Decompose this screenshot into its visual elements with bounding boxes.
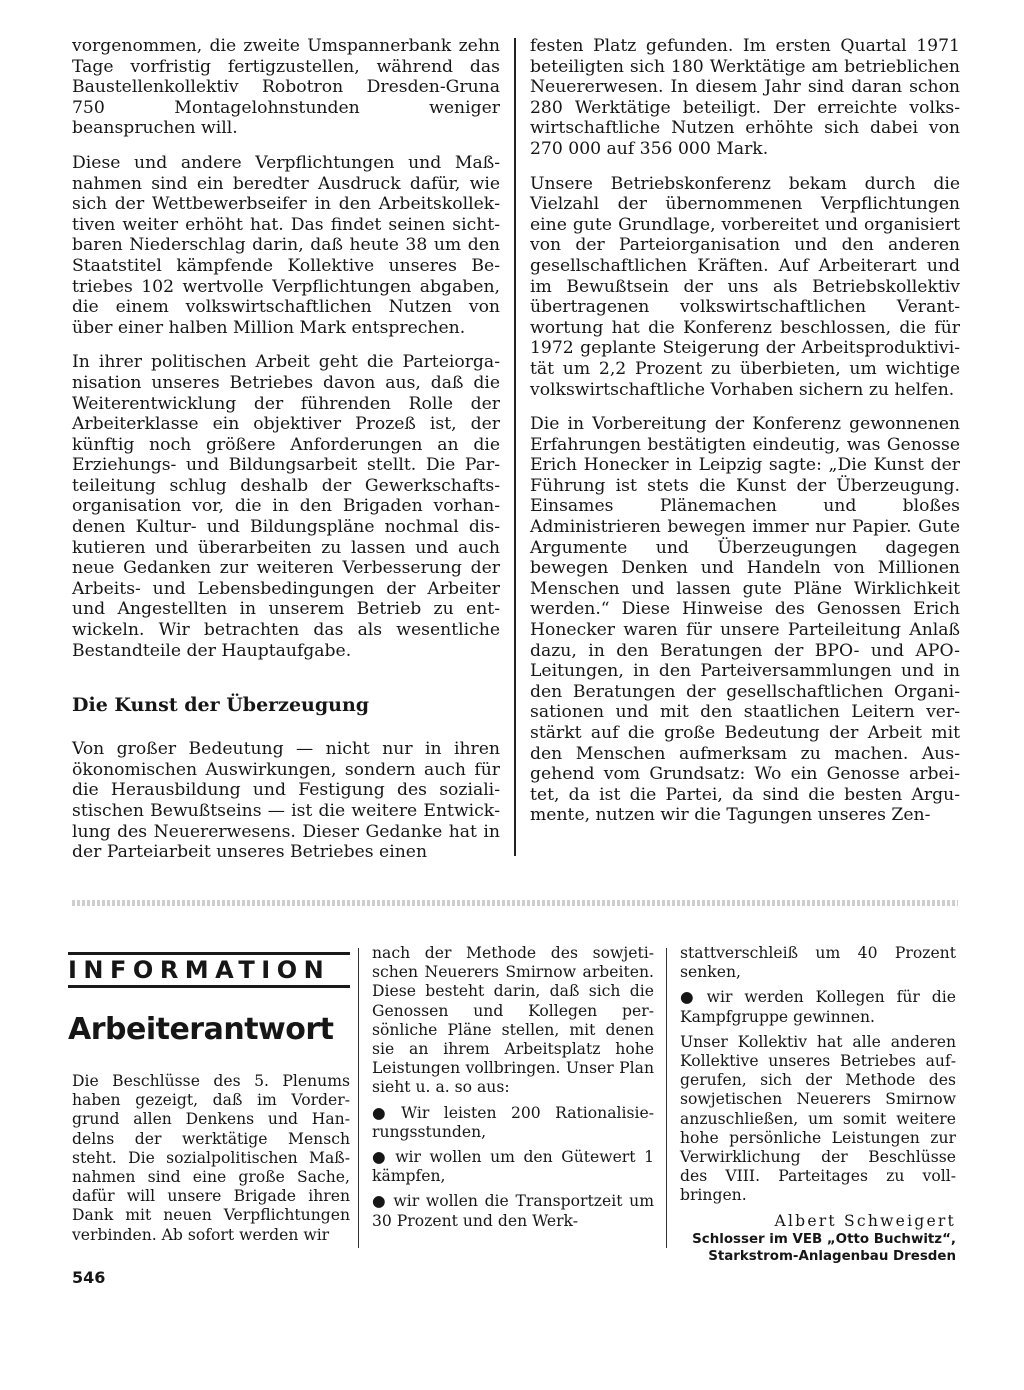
info-column-2	[372, 944, 654, 1231]
article-paragraph: festen Platz gefunden. Im ersten Quartal 1971 beteiligten sich 180 Werktätige am betrieblichen Neuererwesen. In diesem Jahr sind daran schon 280 Werktätige beteiligt. Der erreichte volkswirtschaftliche Nutzen erhöhte sich dabei von 270 000 auf 356 000 Mark.	[530, 36, 960, 159]
page-number: 546	[72, 1268, 106, 1287]
info-column-3	[680, 944, 956, 1265]
bullet-icon: ●	[372, 1103, 396, 1122]
article-right-column	[530, 36, 960, 826]
author-role: Schlosser im VEB „Otto Buchwitz“,	[692, 1231, 956, 1247]
author-organization: Starkstrom-Anlagenbau Dresden	[708, 1248, 956, 1264]
info-column-divider	[358, 948, 359, 1248]
info-label: INFORMATION	[68, 952, 350, 988]
article-paragraph: In ihrer politischen Arbeit geht die Parteiorganisation unseres Betriebes davon aus, daß die Weiterentwicklung der führenden Rolle der Arbeiterklasse ein objektiver Prozeß ist, der künftig noch größere Anforderungen an die Erziehungs- und Bildungsarbeit stellt. Die Parteileitung schlug deshalb der Gewerkschaftsorganisation vor, die in den Brigaden vorhandenen Kultur- und Bildungspläne nochmal diskutieren und überarbeiten zu lassen und auch neue Gedanken zur weiteren Verbesserung der Arbeits- und Lebensbedingungen der Arbeiter und Angestellten in unserem Betrieb zu entwickeln. Wir betrachten das als wesentliche Bestandteile der Hauptaufgabe.	[72, 352, 500, 661]
article-paragraph: Unsere Betriebskonferenz bekam durch die Vielzahl der übernommenen Verpflichtungen eine gute Grundlage, vorbereitet und organisiert von der Parteiorganisation und den anderen gesellschaftlichen Kräften. Auf Arbeiterart und im Bewußtsein der uns als Betriebskollektiv übertragenen volkswirtschaftlichen Verantwortung hat die Konferenz beschlossen, die für 1972 geplante Steigerung der Arbeitsproduktivität um 2,2 Prozent zu überbieten, um wichtige volkswirtschaftliche Vorhaben sichern zu helfen.	[530, 173, 960, 400]
section-divider	[72, 900, 958, 906]
bullet-item	[372, 1148, 654, 1186]
article-paragraph: vorgenommen, die zweite Umspannerbank zehn Tage vorfristig fertigzustellen, während das Baustellenkollektiv Robotron Dresden-Gruna 750 Montagelohnstunden weniger beanspruchen will.	[72, 36, 500, 139]
bullet-icon: ●	[372, 1192, 388, 1211]
bullet-item	[680, 988, 956, 1026]
info-paragraph: nach der Methode des sowjetischen Neuerers Smirnow arbeiten. Diese besteht darin, daß sich die Genossen und Kollegen persönliche Pläne stellen, mit denen sie an ihrem Arbeitsplatz hohe Leistungen vollbringen. Unser Plan sieht u. a. so aus:	[372, 944, 654, 1097]
info-paragraph: Die Beschlüsse des 5. Plenums haben gezeigt, daß im Vordergrund allen Denkens und Handelns der werktätige Mensch steht. Die sozialpolitischen Maßnahmen sind eine große Sache, dafür will unsere Brigade ihren Dank mit neuen Verpflichtungen verbinden. Ab sofort werden wir	[72, 1072, 350, 1244]
bullet-icon: ●	[372, 1148, 390, 1167]
bullet-item	[372, 1192, 654, 1230]
article-paragraph: Diese und andere Verpflichtungen und Maßnahmen sind ein beredter Ausdruck dafür, wie sich der Wettbewerbseifer in den Arbeitskollektiven weiter erhöht hat. Das findet seinen sichtbaren Niederschlag darin, daß heute 38 um den Staatstitel kämpfende Kollektive unseres Betriebes 102 wertvolle Verpflichtungen abgaben, die einem volkswirtschaftlichen Nutzen von über einer halben Million Mark entsprechen.	[72, 152, 500, 338]
bullet-item	[372, 1104, 654, 1142]
info-paragraph: Unser Kollektiv hat alle anderen Kollektive unseres Betriebes aufgerufen, sich der Methode des sowjetischen Neuerers Smirnow anzuschließen, um somit weitere hohe persönliche Leistungen zur Verwirklichung der Beschlüsse des VIII. Parteitages zu vollbringen.	[680, 1032, 956, 1205]
column-divider	[514, 38, 516, 856]
bullet-text: wir werden Kollegen für die Kampfgruppe gewinnen.	[680, 988, 957, 1026]
bullet-text: Wir leisten 200 Rationalisierungsstunden,	[372, 1103, 654, 1141]
article-paragraph: Von großer Bedeutung — nicht nur in ihren ökonomischen Auswirkungen, sondern auch für die Herausbildung und Festigung des sozialistischen Bewußtseins — ist die weitere Entwicklung des Neuererwesens. Dieser Gedanke hat in der Parteiarbeit unseres Betriebes einen	[72, 739, 500, 863]
bullet-icon: ●	[680, 988, 701, 1007]
bullet-text: wir wollen um den Gütewert 1 kämpfen,	[372, 1148, 654, 1186]
info-paragraph: stattverschleiß um 40 Prozent senken,	[680, 944, 956, 982]
info-column-1	[72, 1072, 350, 1245]
info-title: Arbeiterantwort	[68, 1012, 334, 1047]
article-left-column	[72, 36, 500, 863]
section-heading: Die Kunst der Überzeugung	[72, 694, 370, 717]
info-column-divider	[666, 948, 667, 1248]
article-paragraph: Die in Vorbereitung der Konferenz gewonnenen Erfahrungen bestätigten eindeutig, was Genosse Erich Honecker in Leipzig sagte: „Die Kunst der Führung ist stets die Kunst der Überzeugung. Einsames Plänemachen und bloßes Administrieren bewegen immer nur Papier. Gute Argumente und Überzeugungen dagegen bewegen Denken und Handeln von Millionen Menschen und lassen gute Pläne Wirklichkeit werden.“ Diese Hinweise des Genossen Erich Honecker waren für unsere Parteileitung Anlaß dazu, in den Beratungen der BPO- und APO-Leitungen, in den Parteiversammlungen und in den Beratungen der gesellschaftlichen Organisationen und mit den staatlichen Leitern verstärkt auf die große Bedeutung der Arbeit mit den Menschen aufmerksam zu machen. Ausgehend vom Grundsatz: Wo ein Genosse arbeitet, da ist die Partei, da sind die besten Argumente, nutzen wir die Tagungen unseres Zen-	[530, 414, 960, 826]
bullet-text: wir wollen die Transportzeit um 30 Prozent und den Werk-	[372, 1192, 654, 1230]
author-name: Albert Schweigert	[774, 1211, 956, 1230]
